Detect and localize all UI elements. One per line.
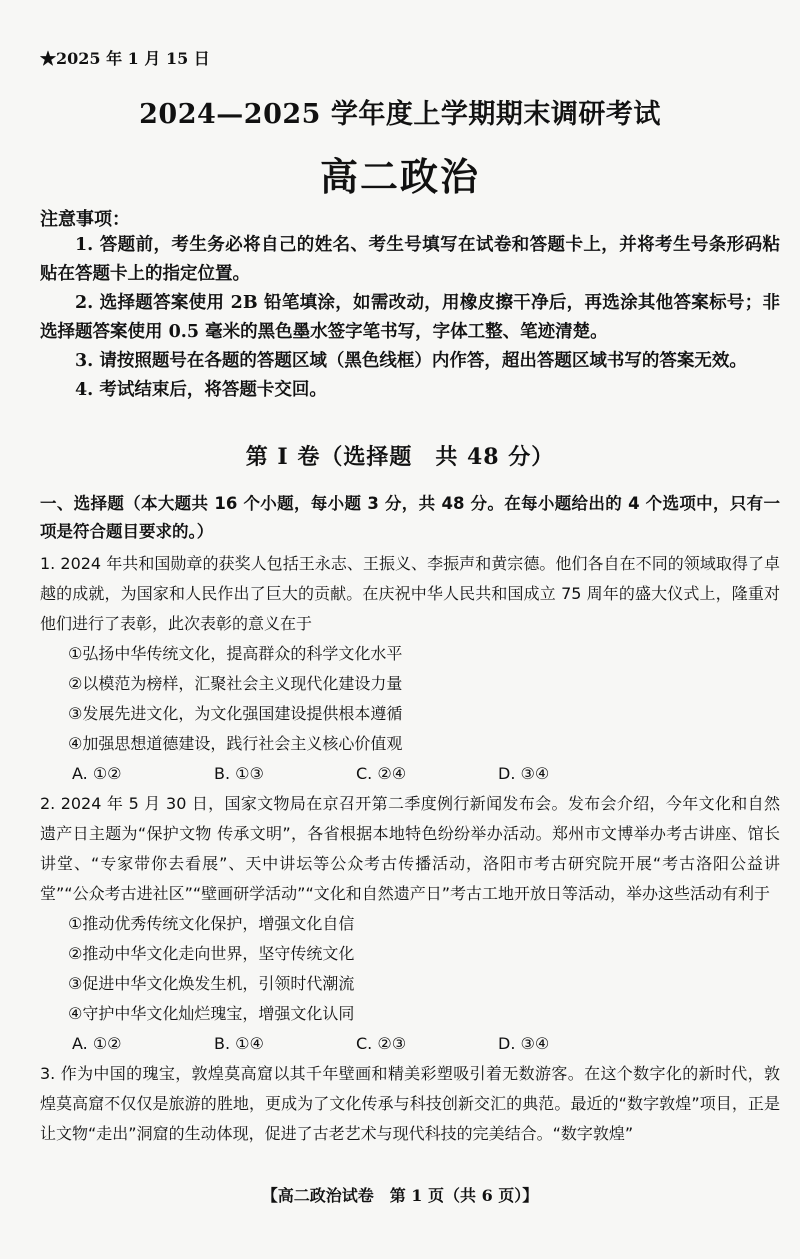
answer-choices — [40, 1029, 780, 1059]
notes-heading: 注意事项： — [40, 209, 130, 230]
question-option: ④守护中华文化灿烂瑰宝，增强文化认同 — [68, 1004, 355, 1023]
section-title: 第 I 卷（选择题 共 48 分） — [245, 444, 555, 470]
question-option: ②推动中华文化走向世界，坚守传统文化 — [68, 944, 355, 963]
answer-choice: D. ③④ — [498, 1034, 550, 1053]
question-stem: 2. 2024 年 5 月 30 日，国家文物局在京召开第二季度例行新闻发布会。发布会介绍，今年文化和自然遗产日主题为“保护文物 传承文明”，各省根据本地特色纷纷举办活动。郑州市文博举办考古讲座、馆长讲堂、“专家带你去看展”、天中讲坛等公众考古传播活动，洛阳市考古研究院开展“考古洛阳公益讲堂”“公众考古进社区”“壁画研学活动”“文化和自然遗产日”考古工地开放日等活动，举办这些活动有利于 — [40, 794, 780, 903]
question-option: ②以模范为榜样，汇聚社会主义现代化建设力量 — [68, 674, 403, 693]
answer-choice: A. ①② — [72, 764, 122, 783]
notes-item: 2. 选择题答案使用 2B 铅笔填涂，如需改动，用橡皮擦干净后，再选涂其他答案标号；非选择题答案使用 0.5 毫米的黑色墨水签字笔书写，字体工整、笔迹清楚。 — [40, 293, 780, 342]
question-stem: 3. 作为中国的瑰宝，敦煌莫高窟以其千年壁画和精美彩塑吸引着无数游客。在这个数字化的新时代，敦煌莫高窟不仅仅是旅游的胜地，更成为了文化传承与科技创新交汇的典范。最近的“数字敦煌”项目，正是让文物“走出”洞窟的生动体现，促进了古老艺术与现代科技的完美结合。“数字敦煌” — [40, 1064, 780, 1143]
answer-choice: C. ②③ — [356, 1034, 407, 1053]
answer-choice: B. ①④ — [214, 1034, 264, 1053]
notes-item: 1. 答题前，考生务必将自己的姓名、考生号填写在试卷和答题卡上，并将考生号条形码粘贴在答题卡上的指定位置。 — [40, 235, 780, 284]
answer-choice: A. ①② — [72, 1034, 122, 1053]
question-stem: 1. 2024 年共和国勋章的获奖人包括王永志、王振义、李振声和黄宗德。他们各自在不同的领域取得了卓越的成就，为国家和人民作出了巨大的贡献。在庆祝中华人民共和国成立 75 周年的盛大仪式上，隆重对他们进行了表彰，此次表彰的意义在于 — [40, 554, 780, 633]
exam-date: ★2025 年 1 月 15 日 — [40, 49, 210, 68]
question-list — [40, 549, 780, 1149]
exam-title: 2024—2025 学年度上学期期末调研考试 — [139, 99, 661, 130]
subject-title: 高二政治 — [319, 154, 480, 199]
question-2 — [40, 789, 780, 1059]
notes-item: 4. 考试结束后，将答题卡交回。 — [75, 380, 327, 400]
question-option: ①弘扬中华传统文化，提高群众的科学文化水平 — [68, 644, 403, 663]
section-instructions: 一、选择题（本大题共 16 个小题，每小题 3 分，共 48 分。在每小题给出的 4 个选项中，只有一项是符合题目要求的。） — [40, 494, 780, 541]
answer-choice: B. ①③ — [214, 764, 264, 783]
question-option: ①推动优秀传统文化保护，增强文化自信 — [68, 914, 355, 933]
notes-item: 3. 请按照题号在各题的答题区域（黑色线框）内作答，超出答题区域书写的答案无效。 — [75, 351, 747, 371]
question-1 — [40, 549, 780, 789]
notes-list — [40, 231, 780, 405]
question-option: ③发展先进文化，为文化强国建设提供根本遵循 — [68, 704, 403, 723]
answer-choices — [40, 759, 780, 789]
answer-choice: C. ②④ — [356, 764, 407, 783]
page-footer: 【高二政治试卷 第 1 页（共 6 页）】 — [261, 1186, 539, 1205]
question-option: ③促进中华文化焕发生机，引领时代潮流 — [68, 974, 355, 993]
answer-choice: D. ③④ — [498, 764, 550, 783]
question-option: ④加强思想道德建设，践行社会主义核心价值观 — [68, 734, 403, 753]
question-3 — [40, 1059, 780, 1149]
